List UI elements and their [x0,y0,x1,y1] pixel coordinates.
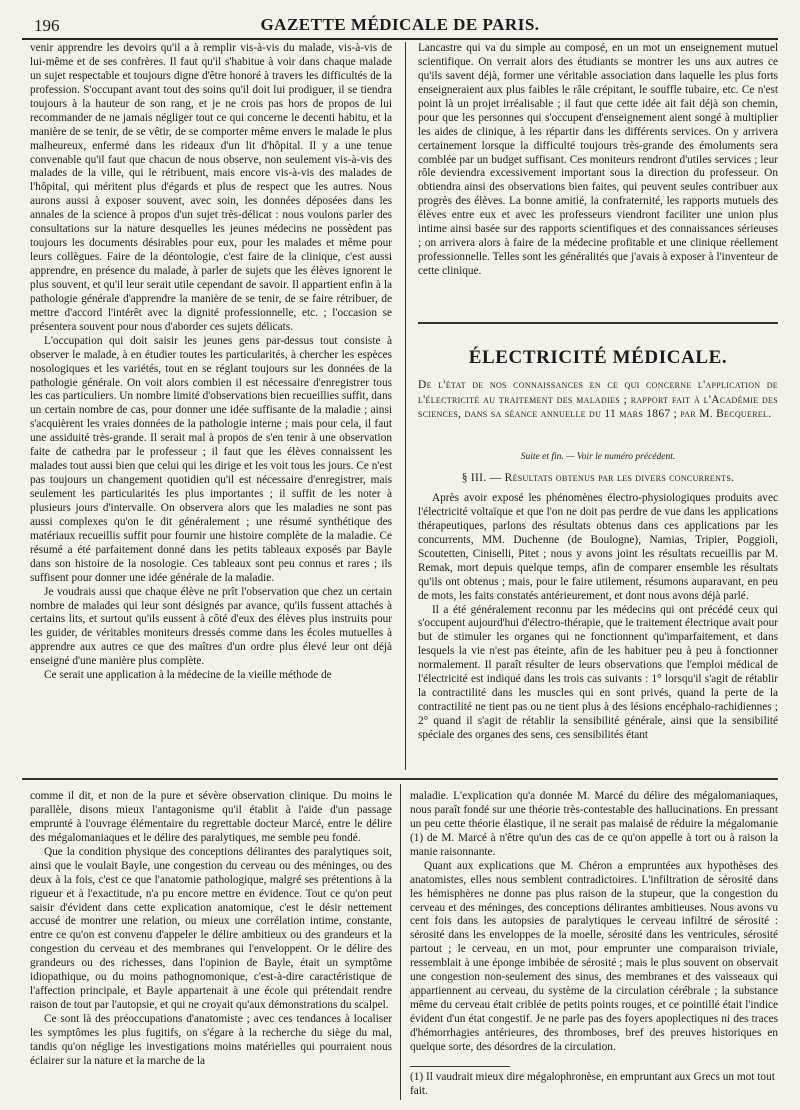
continuation-note: Suite et fin. — Voir le numéro précédent. [520,452,676,462]
section-title: ÉLECTRICITÉ MÉDICALE. [468,347,728,368]
article-column-top-left [30,42,392,770]
paragraph: Que la condition physique des conceptions délirantes des paralytiques soit, ainsi que le voulait Bayle, une congestion du cerveau ou des méninges, ou des deux à la fois, c'est ce que l'anatomie pathologique, malgré ses prétentions à la rigueur et à l'exactitude, n'a pu encore mettre en évidence. Tout ce qu'on peut saisir d'évident dans cette explication anatomique, c'est le désir nettement accusé de montrer une relation, ou mieux une corrélation intime, constante, entre ce qu'on est convenu d'appeler le délire ambitieux ou des grandeurs et la congestion du cerveau et des membranes qui l'enveloppent. Or le délire des grandeurs ou des richesses, dans l'opinion de Bayle, était un symptôme idiopathique, ou du moins pathognomonique, c'est-à-dire caractéristique de l'affection principale, et Bayle appartenait à une école qui prétendait rendre raison de tout par l'autopsie, et qui ne croyait qu'aux démonstrations du scalpel. [30,845,392,1012]
paragraph: Il a été généralement reconnu par les médecins qui ont précédé ceux qui s'occupent aujourd'hui d'électro-thérapie, que le traitement électrique avait pour but de stimuler les organes qui ne fonctionnent qu'imparfaitement, et dans lesquels la vie n'est pas éteinte, afin de les habituer peu à peu à fonctionner normalement. Il paraît résulter de leurs observations que l'emploi médical de l'électricité est indiqué dans les trois cas suivants : 1° lorsqu'il s'agit de rétablir la contractilité dans les muscles qui en sont privés, quand la perte de la contractilité ne tient pas ou ne tient plus à des lésions encéphalo-rachidiennes ; 2° quand il s'agit de rétablir la sensibilité générale, ainsi que la sensibilité spéciale des organes des sens, ces sensibilités étant [418,603,778,741]
footnote: (1) Il vaudrait mieux dire mégalophronèse, en empruntant aux Grecs un mot tout fait. [410,1071,775,1098]
section-subtitle [418,378,778,422]
paragraph: Après avoir exposé les phénomènes électro-physiologiques produits avec l'électricité voltaïque et que l'on ne doit pas perdre de vue dans les applications thérapeutiques, parlons des résultats obtenus dans ces applications par les concurrents, MM. Duchenne (de Boulogne), Namias, Tripier, Poggioli, Scoutetten, Ciniselli, Pitet ; nous y avons joint les résultats recueillis par M. Remak, mort depuis quelque temps, afin de comparer ensemble les résultats qu'ils ont obtenus ; mais, pour le faire utilement, résumons auparavant, en peu de mots, les faits constatés antérieurement, et dont nous avons déjà parlé. [418,492,778,602]
article-column-top-right [418,42,778,310]
article-column-bottom-right [410,790,778,1060]
article-column-bottom-left [30,790,392,1100]
footnote-rule [410,1066,510,1067]
column-divider-top [405,42,406,770]
page-header [22,12,778,40]
page-section-divider [22,778,778,780]
paragraph: L'occupation qui doit saisir les jeunes gens par-dessus tout consiste à observer le malade, à en étudier toutes les particularités, à chercher les espèces nosologiques et les variétés, tout en se réglant toujours sur les données de la pathologie générale. On voit alors combien il est nécessaire d'enregistrer tous les cas particuliers. Un nombre limité d'observations bien recueillies suffit, dans un certain nombre de cas, pour donner une idée suffisante de la maladie ; ainsi s'acquièrent les vraies données de la pathologie interne ; mais pour cela, il faut une assiduité très-grande. Il serait mal à propos de s'en tenir à une observation faite de cathedra par le professeur ; il faut que les élèves connaissent les malades tout aussi bien que celui qui les dirige et les voit tous les jours. Ce n'est pas toujours un changement quotidien qu'il est nécessaire d'enregistrer, mais seulement les particularités les plus importantes ; il suffit de les noter à plusieurs jours d'intervalle. On observera alors que les maladies ne sont pas aussi complexes qu'on le dit généralement ; une résumé synthétique des matériaux recueillis suffit pour fournir une histoire complète de la maladie. Ce résumé a été parfaitement donné dans les petits tableaux exposés par Bayle dans son histoire de la nosologie. Ces tableaux sont peu connus et rares ; ils suffisent pour donner une idée générale de la maladie. [30,334,392,584]
paragraph: Ce sont là des préoccupations d'anatomiste ; avec ces tendances à localiser les symptômes les plus fugitifs, on s'égare à la recherche du siège du mal, tandis qu'on néglige les investigations moins matérielles qui pourraient nous éclairer sur la nature et la marche de la [30,1013,392,1067]
paragraph: Je voudrais aussi que chaque élève ne prît l'observation que chez un certain nombre de malades qui leur sont désignés par avance, qu'ils fussent attachés à certains lits, et surtout qu'ils eussent à côté d'eux des élèves plus instruits pour les guider, de véritables moniteurs dressés comme dans les écoles mutuelles à apprendre aux autres ce que des maîtres d'un ordre plus élevé leur ont déjà enseigné d'une manière plus complète. [30,585,392,668]
paragraph: Lancastre qui va du simple au composé, en un mot un enseignement mutuel scientifique. On verrait alors des étudiants se montrer les uns aux autres ce qu'ils savent déjà, former une véritable association dans laquelle les plus forts enseigneraient aux plus faibles le râle crépitant, le souffle tubaire, etc. Ce n'est point là un projet irréalisable ; il faut que cette idée ait fait déjà son chemin, pour que les personnes qui s'occupent d'enseignement aient songé à multiplier les aides de clinique, à les répartir dans les différents services. On y arrivera certainement lorsque la difficulté toujours très-grande des émoluments sera comblée par un budget suffisant. Ces moniteurs rendront d'utiles services ; leur rôle deviendra excessivement important sous la direction du professeur. On obtiendra ainsi des observations bien faites, qui peuvent seules contribuer aux progrès des élèves. La bonne amitié, la confraternité, les rapports mutuels des élèves entre eux et avec les professeurs viendront faciliter une union plus intime ainsi basée sur des rapports scientifiques et des connaissances sérieuses ; on arrivera alors à faire de la médecine profitable et une clinique réellement professionnelle. Telles sont les généralités que j'avais à exposer à l'inventeur de cette clinique. [418,42,778,277]
page-number: 196 [34,16,60,35]
column-divider-bottom [400,784,401,1100]
paragraph: comme il dit, et non de la pure et sévère observation clinique. Du moins le parallèle, disons mieux l'antagonisme qu'il établit à l'aide d'un passage emprunté à l'ouvrage élémentaire du regrettable docteur Marcé, entre le délire des mégalomaniaques et le délire des paralytiques, me semble peu fondé. [30,790,392,844]
section-heading: § III. — Résultats obtenus par les divers concurrents. [461,472,735,484]
paragraph: maladie. L'explication qu'a donnée M. Marcé du délire des mégalomaniaques, nous paraît fondé sur une théorie très-contestable des hallucinations. En pressant un peu cette théorie élastique, il ne serait pas malaisé de réduire la mégalomanie (1) de M. Marcé à n'être qu'un des cas de ce qu'on appelle à tort ou à raison la manie raisonnante. [410,790,778,858]
paragraph: Quant aux explications que M. Chéron a empruntées aux hypothèses des anatomistes, elles nous semblent contradictoires. L'infiltration de sérosité dans les hémisphères ne donne pas plus raison de la stupeur, que la congestion du cerveau et des méninges, des conceptions délirantes ambitieuses. Nous avons vu cent fois dans les autopsies de paralytiques le cerveau infiltré de sérosité : sérosité dans les enveloppes de la moelle, sérosité dans les ventricules, sérosité partout ; le cerveau, en un mot, pour emprunter une comparaison triviale, ressemblait à une éponge imbibée de sérosité ; mais le plus souvent on observait une congestion non-seulement des sinus, des membranes et des vaisseaux qui appartiennent au cerveau, du système de la circulation cérébrale ; la substance même du cerveau était criblée de petits points rouges, et ce pointillé était l'indice évident d'un état congestif. Je ne parle pas des foyers apoplectiques ni des traces d'hémorrhagies antérieures, des thromboses, bref des preuves historiques en quelque sorte, des désordres de la circulation. [410,859,778,1053]
paragraph: Ce serait une application à la médecine de la vieille méthode de [44,669,332,682]
section-separator [418,322,778,324]
section-subtitle-text: De l'état de nos connaissances en ce qui concerne l'application de l'électricité au traitement des maladies ; rapport fait à l'Académie des sciences, dans sa séance annuelle du 11 mars 1867 ; par M. Becquerel. [418,379,778,421]
article-column-electricity [418,492,778,770]
journal-title: GAZETTE MÉDICALE DE PARIS. [260,15,540,34]
paragraph: venir apprendre les devoirs qu'il a à remplir vis-à-vis du malade, vis-à-vis de lui-même et de ses confrères. Il faut qu'il s'habitue à voir dans chaque malade un sujet respectable et toujours digne d'être honoré à travers les difficultés de la profession. S'occupant avant tout des soins qu'il doit lui prodiguer, il se tiendra toujours à la hauteur de son rang, et je ne crois pas hors de propos de lui recommander de ne jamais négliger tout ce qui concerne le decenti habitu, et la manière de se tenir, de se vêtir, de se comporter même envers le malade le plus malheureux, enfermé dans les rideaux d'un lit d'hôpital. Il y a une tenue convenable qu'il faut que chacun de nous observe, non seulement vis-à-vis des malades de la ville, qui le rétribuent, mais encore vis-à-vis des malades de l'hôpital, qui méritent plus d'égards et plus de respect que les autres. Nous aurons aussi à exposer souvent, avec soin, les données déposées dans les annales de la science à propos d'un sujet très-délicat : nous voulons parler des consultations sur la nature desquelles les jeunes médecins ne possèdent pas toujours les documents désirables pour eux, pour les malades et même pour leurs collègues. Faire de la déontologie, c'est faire de la clinique, c'est aussi apprendre, en présence du malade, à parler de sujets que les élèves ignorent le plus souvent, et qu'il leur serait utile cependant de savoir. Il appartient enfin à la pathologie générale d'apprendre la manière de se tenir, de se faire rétribuer, de mettre d'accord l'intérêt avec la dignité professionnelle, etc. ; l'occasion se présentera souvent pour nous d'aborder ces sujets délicats. [30,42,392,333]
